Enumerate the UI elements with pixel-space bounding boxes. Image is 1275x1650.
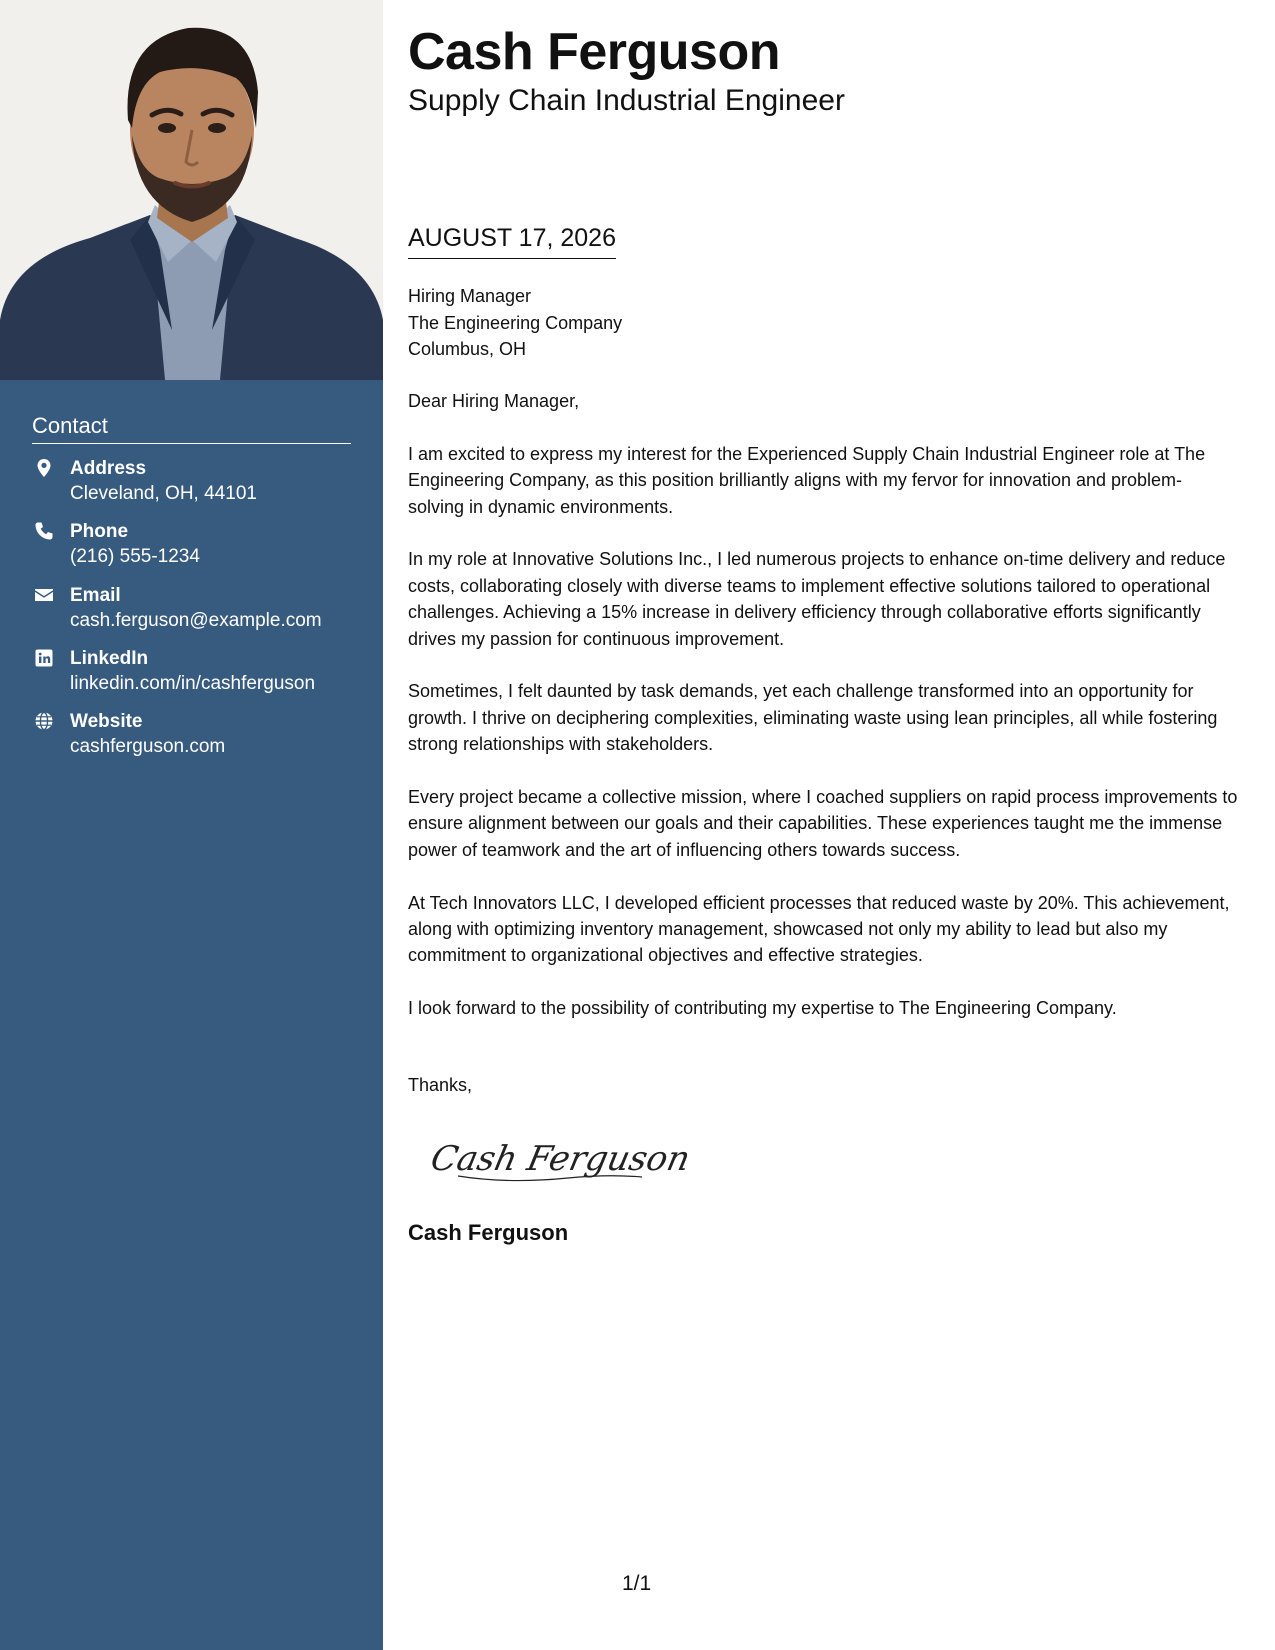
- phone-icon: [34, 521, 54, 541]
- body-paragraph: At Tech Innovators LLC, I developed efficient processes that reduced waste by 20%. This achievement, along with optimizing inventory management, showcased not only my ability to lead but also my commitment to organizational objectives and effective strategies.: [408, 892, 1230, 966]
- body-paragraph: In my role at Innovative Solutions Inc., I led numerous projects to enhance on-time delivery and reduce costs, collaborating closely with diverse teams to implement effective solutions tailored to operational challenges. Achieving a 15% increase in delivery efficiency through collaborative efforts significantly drives my passion for continuous improvement.: [408, 549, 1226, 649]
- contact-item-email: [32, 585, 362, 648]
- body-paragraph: Sometimes, I felt daunted by task demands, yet each challenge transformed into an opportunity for growth. I thrive on deciphering complexities, eliminating waste using lean principles, all while fostering strong relationships with stakeholders.: [408, 681, 1218, 755]
- contact-value-address: Cleveland, OH, 44101: [70, 483, 257, 504]
- contact-list: [32, 458, 362, 774]
- contact-item-phone: [32, 521, 362, 584]
- envelope-icon: [34, 585, 54, 605]
- closing: Thanks,: [408, 1075, 473, 1095]
- salutation: Dear Hiring Manager,: [408, 391, 580, 411]
- recipient-title: Hiring Manager: [408, 286, 532, 306]
- contact-value-website[interactable]: cashferguson.com: [70, 736, 226, 758]
- globe-icon: [34, 711, 54, 731]
- body-paragraph: I look forward to the possibility of contributing my expertise to The Engineering Company.: [408, 998, 1117, 1019]
- sidebar: [0, 0, 383, 1650]
- recipient-company: The Engineering Company: [408, 312, 623, 333]
- contact-value-email[interactable]: cash.ferguson@example.com: [70, 609, 322, 631]
- letter-date: AUGUST 17, 2026: [408, 224, 616, 259]
- recipient-block: [408, 283, 622, 363]
- contact-label-address: Address: [70, 458, 147, 479]
- page-number: 1/1: [622, 1572, 652, 1595]
- portrait-illustration: [0, 0, 383, 380]
- contact-item-linkedin: [32, 648, 362, 711]
- signer-name: Cash Ferguson: [408, 1220, 569, 1245]
- contact-value-linkedin[interactable]: linkedin.com/in/cashferguson: [70, 672, 316, 694]
- body-paragraph: I am excited to express my interest for the Experienced Supply Chain Industrial Engineer role at The Engineering Company, as this position brilliantly aligns with my fervor for innovation and problem-solving in dynamic environments.: [408, 443, 1206, 517]
- location-pin-icon: [34, 458, 54, 478]
- applicant-name: Cash Ferguson: [408, 23, 780, 81]
- recipient-location: Columbus, OH: [408, 339, 527, 359]
- handwritten-signature: [427, 1128, 694, 1188]
- letter-body: [408, 388, 1238, 1048]
- contact-label-website: Website: [70, 711, 143, 733]
- linkedin-icon: [34, 648, 54, 668]
- profile-photo: [0, 0, 383, 380]
- contact-label-email: Email: [70, 584, 121, 606]
- contact-label-phone: Phone: [70, 521, 129, 543]
- contact-label-linkedin: LinkedIn: [70, 647, 149, 669]
- contact-item-website: [32, 711, 362, 774]
- body-paragraph: Every project became a collective mission, where I coached suppliers on rapid process improvements to ensure alignment between our goals and their capabilities. These experiences taught me the immense power of teamwork and the art of influencing others towards success.: [408, 787, 1238, 860]
- contact-heading: Contact: [32, 413, 351, 444]
- signature-text: Cash Ferguson: [427, 1139, 694, 1179]
- job-title: Supply Chain Industrial Engineer: [408, 84, 845, 117]
- contact-value-phone: (216) 555-1234: [70, 546, 200, 568]
- contact-item-address: [32, 458, 362, 521]
